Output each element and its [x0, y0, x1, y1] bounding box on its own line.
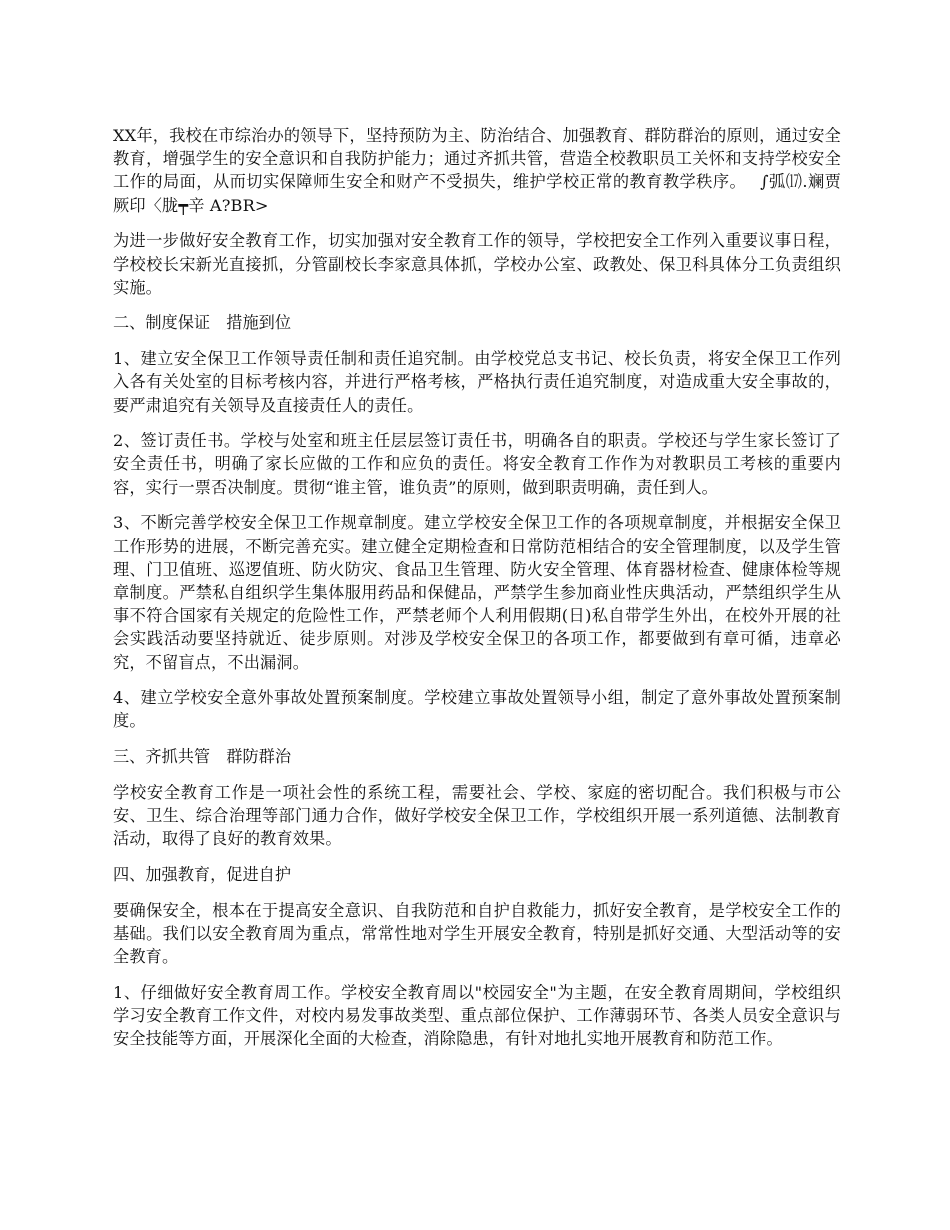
- paragraph-intro: [113, 124, 841, 217]
- document-body: [113, 124, 841, 1063]
- section-heading: 二、制度保证 措施到位: [113, 313, 292, 333]
- paragraph: 2、签订责任书。学校与处室和班主任层层签订责任书，明确各自的职责。学校还与学生家长签订了安全责任书，明确了家长应做的工作和应负的责任。将安全教育工作作为对教职员工考核的重要内容，实行一票否决制度。贯彻“谁主管，谁负责”的原则，做到职责明确，责任到人。: [113, 431, 841, 497]
- paragraph: 1、建立安全保卫工作领导责任制和责任追究制。由学校党总支书记、校长负责，将安全保卫工作列入各有关处室的目标考核内容，并进行严格考核，严格执行责任追究制度，对造成重大安全事故的，要严肃追究有关领导及直接责任人的责任。: [113, 349, 841, 415]
- garbled-text: ∫弧⒄.斓贾厥印〈胧┯辛 A?BR>: [113, 172, 841, 215]
- section-heading: 三、齐抓共管 群防群治: [113, 747, 292, 767]
- paragraph: 3、不断完善学校安全保卫工作规章制度。建立学校安全保卫工作的各项规章制度，并根据安全保卫工作形势的进展，不断完善充实。建立健全定期检查和日常防范相结合的安全管理制度，以及学生管理、门卫值班、巡逻值班、防火防灾、食品卫生管理、防火安全管理、体育器材检查、健康体检等规章制度。严禁私自组织学生集体服用药品和保健品，严禁学生参加商业性庆典活动，严禁组织学生从事不符合国家有关规定的危险性工作，严禁老师个人利用假期(日)私自带学生外出，在校外开展的社会实践活动要坚持就近、徒步原则。对涉及学校安全保卫的各项工作，都要做到有章可循，违章必究，不留盲点，不出漏洞。: [113, 513, 841, 672]
- paragraph: 1、仔细做好安全教育周工作。学校安全教育周以"校园安全"为主题，在安全教育周期间，学校组织学习安全教育工作文件，对校内易发事故类型、重点部位保护、工作薄弱环节、各类人员安全意识与安全技能等方面，开展深化全面的大检查，消除隐患，有针对地扎实地开展教育和防范工作。: [113, 982, 841, 1049]
- paragraph: 4、建立学校安全意外事故处置预案制度。学校建立事故处置领导小组，制定了意外事故处置预案制度。: [113, 688, 841, 731]
- paragraph: 为进一步做好安全教育工作，切实加强对安全教育工作的领导，学校把安全工作列入重要议事日程，学校校长宋新光直接抓，分管副校长李家意具体抓，学校办公室、政教处、保卫科具体分工负责组织实施。: [113, 231, 841, 297]
- paragraph: 学校安全教育工作是一项社会性的系统工程，需要社会、学校、家庭的密切配合。我们积极与市公安、卫生、综合治理等部门通力合作，做好学校安全保卫工作，学校组织开展一系列道德、法制教育活动，取得了良好的教育效果。: [113, 782, 841, 849]
- section-heading: 四、加强教育，促进自护: [113, 864, 292, 884]
- paragraph: 要确保安全，根本在于提高安全意识、自我防范和自护自救能力，抓好安全教育，是学校安全工作的基础。我们以安全教育周为重点，常常性地对学生开展安全教育，特别是抓好交通、大型活动等的安全教育。: [113, 900, 841, 967]
- paragraph-intro-text: XX年，我校在市综治办的领导下，坚持预防为主、防治结合、加强教育、群防群治的原则，通过安全教育，增强学生的安全意识和自我防护能力；通过齐抓共管，营造全校教职员工关怀和支持学校安全工作的局面，从而切实保障师生安全和财产不受损失，维护学校正常的教育教学秩序。: [113, 126, 841, 192]
